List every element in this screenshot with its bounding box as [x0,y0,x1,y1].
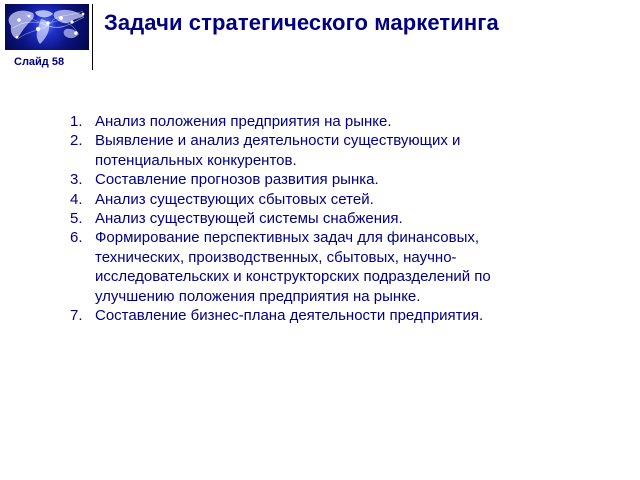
list-item-number: 2. [70,132,83,150]
list-item-number: 3. [70,171,83,189]
header-divider [92,4,93,70]
list-item-text: технических, производственных, сбытовых, научно- [95,248,457,266]
list-item [70,131,580,170]
list-item [70,228,580,306]
list-item [70,190,580,209]
marketing-tasks-list [70,112,580,325]
slide-number-label: Слайд 58 [14,56,65,68]
list-item-text: потенциальных конкурентов. [95,151,297,169]
list-item-number: 5. [70,210,83,228]
list-item-text: улучшению положения предприятия на рынке. [95,287,421,305]
list-item [70,209,580,228]
list-item-text: Анализ существующих сбытовых сетей. [95,190,374,208]
list-item-text: исследовательских и конструкторских подразделений по [95,268,491,286]
list-item-text: Анализ положения предприятия на рынке. [95,113,392,130]
list-item [70,306,580,325]
list-item [70,112,580,131]
list-item-text: Составление бизнес-плана деятельности предприятия. [95,307,484,325]
world-map-network-icon [5,4,89,50]
list-item-text: Выявление и анализ деятельности существующих и [95,132,461,150]
list-item-number: 6. [70,229,83,247]
list-item-text: Составление прогнозов развития рынка. [95,171,379,189]
list-item-number: 7. [70,307,83,325]
list-item [70,170,580,189]
list-item-text: Анализ существующей системы снабжения. [95,210,403,228]
list-item-text: Формирование перспективных задач для финансовых, [95,229,480,247]
list-item-number: 1. [70,113,83,130]
world-map-network-graphic [5,4,89,50]
list-item-number: 4. [70,190,83,208]
slide-title: Задачи стратегического маркетинга [104,10,499,35]
